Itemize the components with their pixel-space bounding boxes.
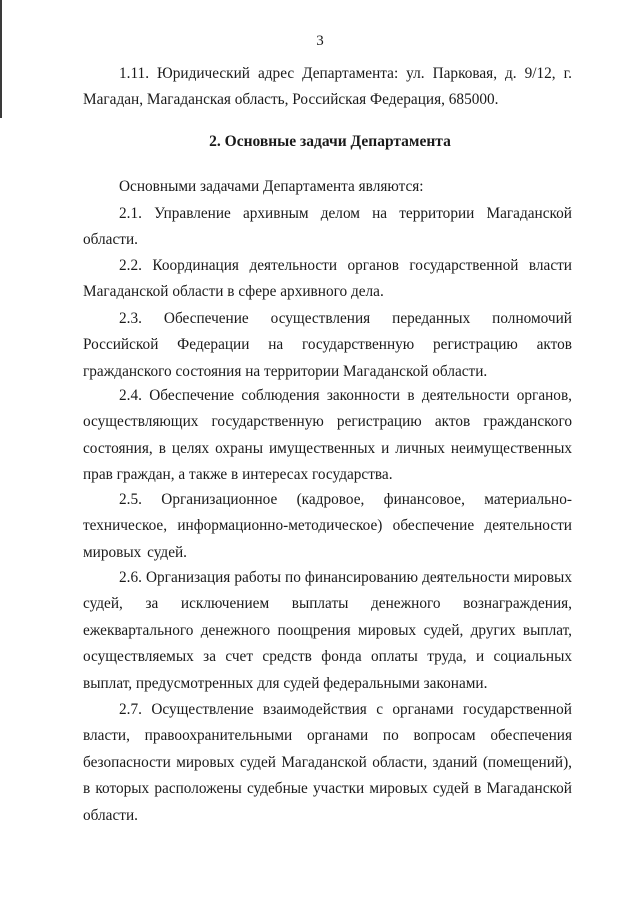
page-number: 3 [316, 33, 324, 49]
paragraph-2-3: 2.3. Обеспечение осуществления переданных полномочий Российской Федерации на государственную регистрацию актов гражданского состояния на территории Магаданской области. [83, 310, 572, 380]
paragraph-2-6: 2.6. Организация работы по финансированию деятельности мировых судей, за исключением выплаты денежного вознаграждения, ежеквартального денежного поощрения мировых судей, других выплат, осуществляемых за счет средств фонда оплаты труда, и социальных выплат, предусмотренных для судей федеральными законами. [83, 569, 572, 692]
paragraph-1-11: 1.11. Юридический адрес Департамента: ул. Парковая, д. 9/12, г. Магадан, Магаданская область, Российская Федерация, 685000. [83, 65, 572, 109]
scan-edge-line [0, 0, 2, 118]
paragraph-2-7: 2.7. Осуществление взаимодействия с органами государственной власти, правоохранительными органами по вопросам обеспечения безопасности мировых судей Магаданской области, зданий (помещений), в которых расположены судебные участки мировых судей в Магаданской области. [83, 701, 572, 824]
section-heading: 2. Основные задачи Департамента [209, 133, 451, 150]
paragraph-2-5: 2.5. Организационное (кадровое, финансовое, материально-техническое, информационно-методическое) обеспечение деятельности мировых судей. [83, 491, 572, 561]
paragraph-2-4: 2.4. Обеспечение соблюдения законности в деятельности органов, осуществляющих государственную регистрацию актов гражданского состояния, в целях охраны имущественных и личных неимущественных прав граждан, а также в интересах государства. [83, 387, 572, 484]
section-intro: Основными задачами Департамента являются: [119, 178, 424, 195]
paragraph-2-1: 2.1. Управление архивным делом на территории Магаданской области. [83, 205, 572, 249]
paragraph-2-2: 2.2. Координация деятельности органов государственной власти Магаданской области в сфере архивного дела. [83, 257, 572, 301]
